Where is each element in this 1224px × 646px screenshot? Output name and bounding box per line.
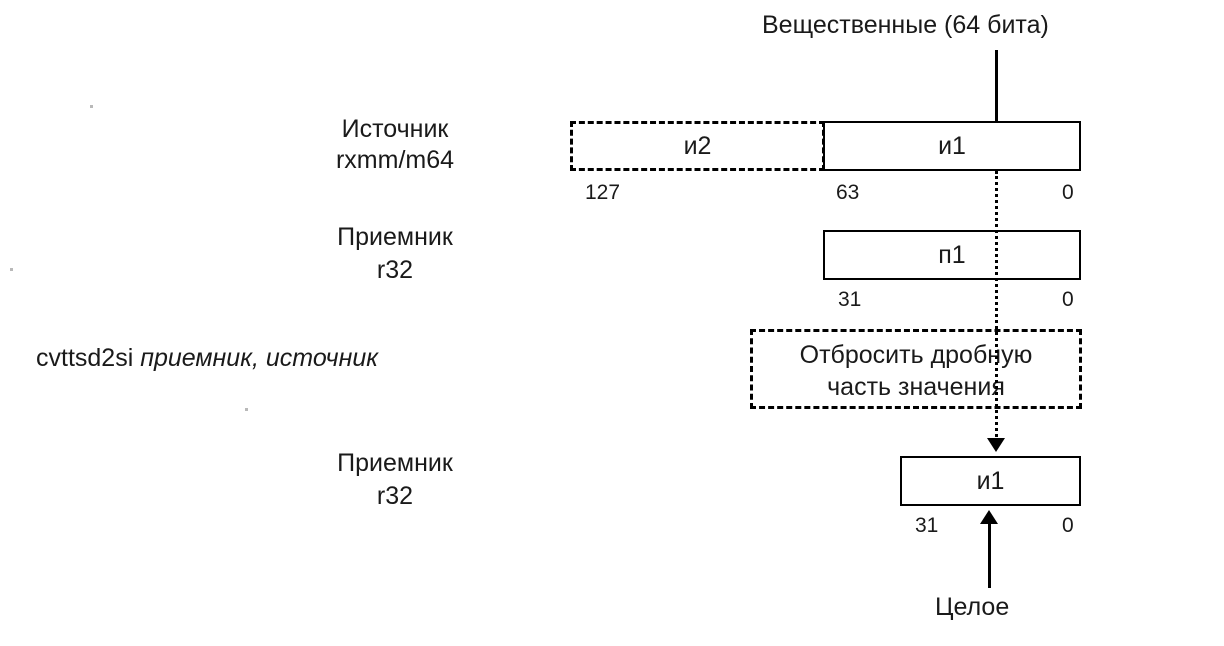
instruction-line <box>36 343 378 373</box>
source-low-box <box>823 121 1081 171</box>
dest-after-box <box>900 456 1081 506</box>
row-1-label-line1: Источник <box>341 115 449 143</box>
dest-after-bit-0-label: 0 <box>1062 514 1074 537</box>
title-bottom-label: Целое <box>935 593 1010 621</box>
row-2-label-line2: r32 <box>376 256 414 284</box>
dest-after-bit-31-label: 31 <box>915 514 939 537</box>
source-low-box-value: и1 <box>938 131 966 160</box>
row-3-label-line1: Приемник <box>337 449 453 477</box>
row-3-label-line2: r32 <box>376 482 414 510</box>
operation-box-line1: Отбросить дробную <box>799 341 1033 369</box>
instruction-operands: приемник, источник <box>140 344 379 372</box>
title-top-label: Вещественные (64 бита) <box>762 11 1049 39</box>
source-bit-63-label: 63 <box>836 181 860 204</box>
dest-before-bit-31-label: 31 <box>838 288 862 311</box>
source-high-box-value: и2 <box>683 131 712 160</box>
source-high-box <box>570 121 825 171</box>
dest-before-box-value: п1 <box>938 240 966 269</box>
scan-speck <box>10 268 13 271</box>
instruction-mnemonic: cvttsd2si <box>36 344 134 372</box>
operation-box-line2: часть значения <box>827 373 1005 401</box>
dest-after-box-value: и1 <box>976 466 1005 495</box>
row-2-label-line1: Приемник <box>337 223 453 251</box>
top-connector-line <box>995 50 998 124</box>
bottom-connector-line <box>988 524 991 588</box>
scan-speck <box>90 105 93 108</box>
row-1-label-line2: rxmm/m64 <box>335 146 455 174</box>
bottom-arrow-up <box>980 510 998 524</box>
source-bit-127-label: 127 <box>585 181 621 204</box>
source-bit-0-label: 0 <box>1062 181 1074 204</box>
scan-speck <box>245 408 248 411</box>
dataflow-dotted-line <box>995 171 998 442</box>
dataflow-arrow-down <box>987 438 1005 452</box>
dest-before-bit-0-label: 0 <box>1062 288 1074 311</box>
dest-before-box <box>823 230 1081 280</box>
